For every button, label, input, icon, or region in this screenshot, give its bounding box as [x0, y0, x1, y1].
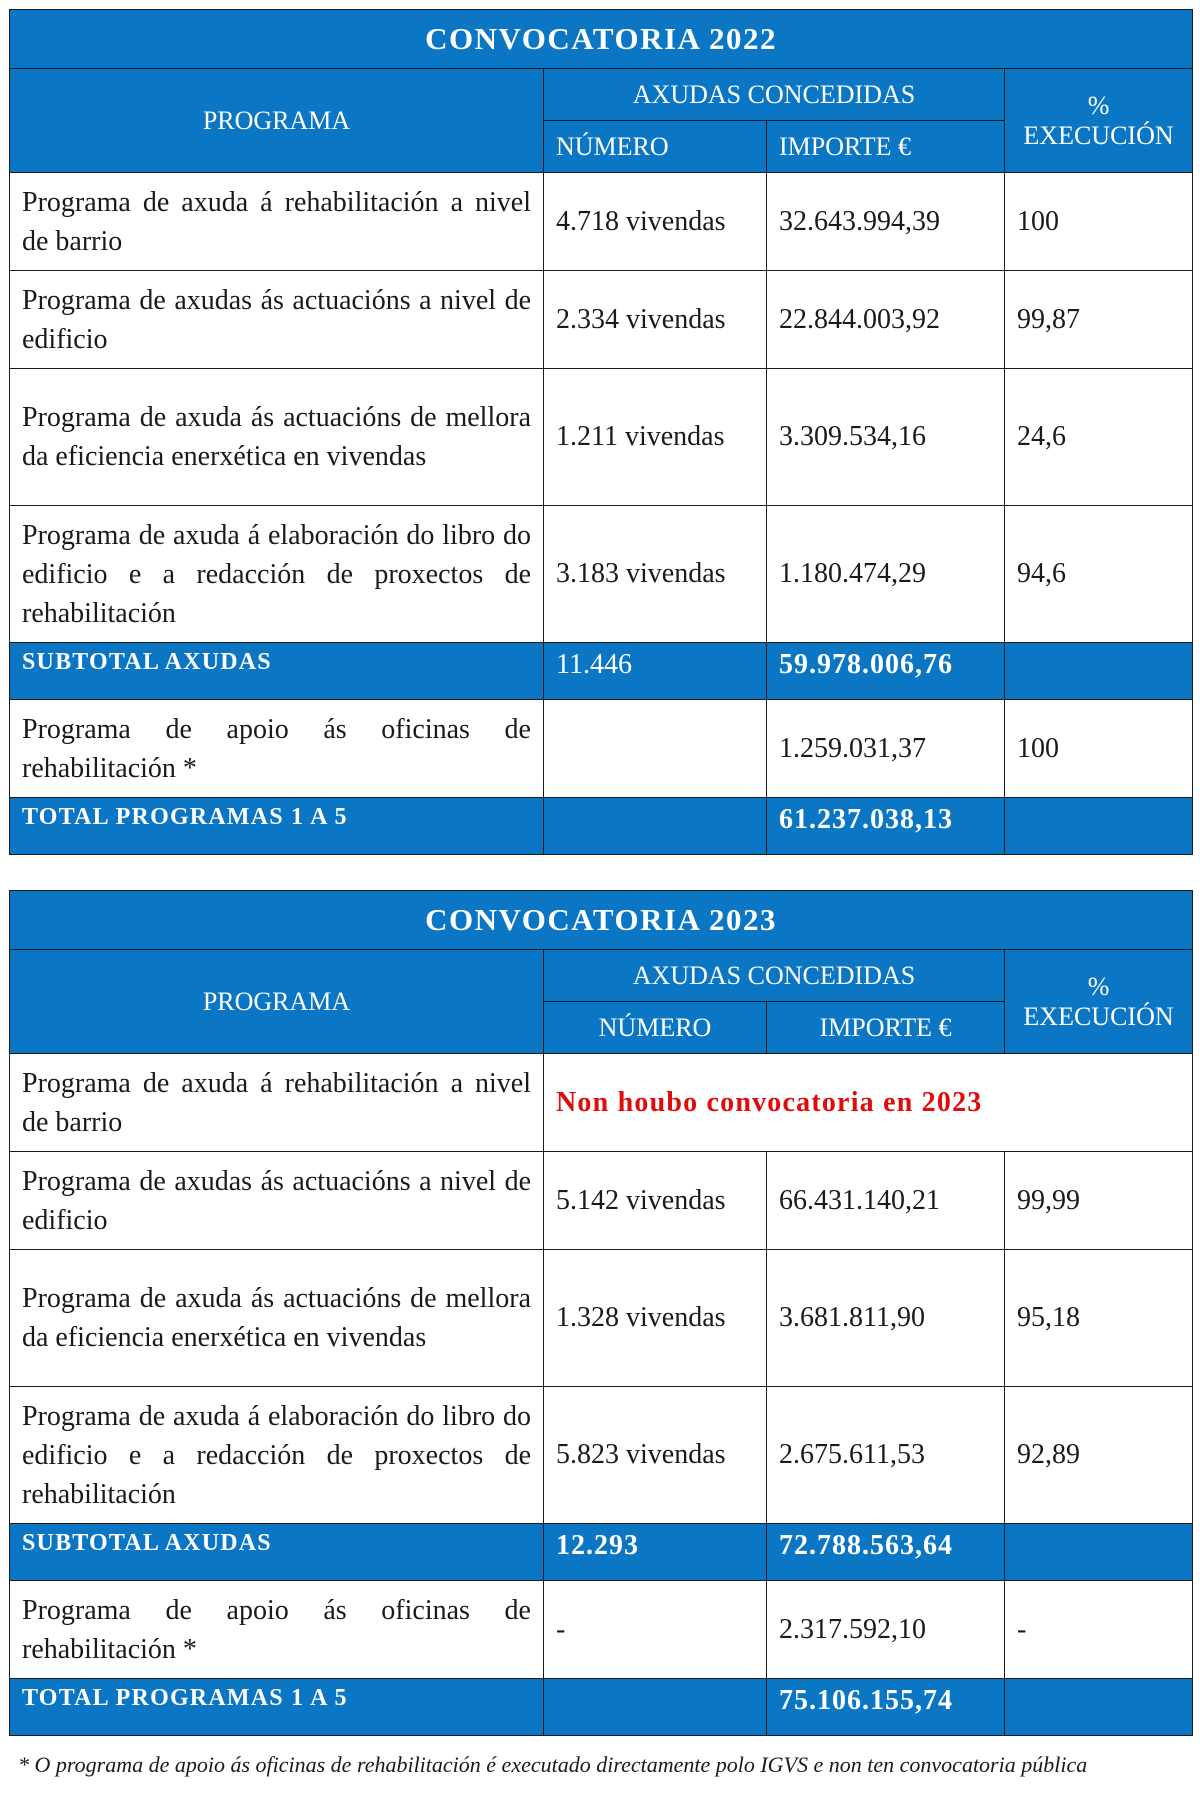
- header-numero: NÚMERO: [544, 1002, 767, 1054]
- subtotal-row: [10, 643, 1193, 700]
- total-numero: [544, 1679, 767, 1736]
- total-importe: 61.237.038,13: [767, 798, 1005, 855]
- row-programa: Programa de axudas ás actuacións a nivel de edificio: [10, 1152, 544, 1250]
- table-row: [10, 271, 1193, 369]
- row-programa: Programa de axuda á elaboración do libro do edificio e a redacción de proxectos de rehabilitación: [10, 1387, 544, 1524]
- row-execucion: 100: [1005, 700, 1193, 798]
- row-numero: 5.142 vivendas: [544, 1152, 767, 1250]
- row-numero: -: [544, 1581, 767, 1679]
- table-row: [10, 173, 1193, 271]
- row-programa: Programa de axuda á rehabilitación a nivel de barrio: [10, 173, 544, 271]
- subtotal-execucion: [1005, 643, 1193, 700]
- header-execucion-label: EXECUCIÓN: [1023, 120, 1174, 150]
- subtotal-label: SUBTOTAL AXUDAS: [10, 643, 544, 700]
- footnote: * O programa de apoio ás oficinas de rehabilitación é executado directamente polo IGVS e non ten convocatoria pública: [18, 1752, 1088, 1777]
- table-row: [10, 1387, 1193, 1524]
- table-title: CONVOCATORIA 2023: [10, 891, 1193, 950]
- row-execucion: 94,6: [1005, 506, 1193, 643]
- row-numero: 3.183 vivendas: [544, 506, 767, 643]
- header-programa: PROGRAMA: [10, 69, 544, 173]
- row-importe: 22.844.003,92: [767, 271, 1005, 369]
- row-execucion: 24,6: [1005, 369, 1193, 506]
- table-row: [10, 506, 1193, 643]
- table-row: [10, 1152, 1193, 1250]
- subtotal-importe: 59.978.006,76: [767, 643, 1005, 700]
- row-execucion: 100: [1005, 173, 1193, 271]
- row-execucion: 92,89: [1005, 1387, 1193, 1524]
- row-numero: 2.334 vivendas: [544, 271, 767, 369]
- row-numero: 5.823 vivendas: [544, 1387, 767, 1524]
- header-axudas-concedidas: AXUDAS CONCEDIDAS: [544, 950, 1005, 1002]
- total-importe: 75.106.155,74: [767, 1679, 1005, 1736]
- row-programa: Programa de axuda ás actuacións de mellora da eficiencia enerxética en vivendas: [10, 1250, 544, 1387]
- no-convocatoria-note: Non houbo convocatoria en 2023: [544, 1054, 1193, 1152]
- row-execucion: 99,87: [1005, 271, 1193, 369]
- row-programa: Programa de apoio ás oficinas de rehabilitación *: [10, 700, 544, 798]
- subtotal-label: SUBTOTAL AXUDAS: [10, 1524, 544, 1581]
- row-numero: 1.211 vivendas: [544, 369, 767, 506]
- total-execucion: [1005, 798, 1193, 855]
- table-row: [10, 1054, 1193, 1152]
- subtotal-numero: 11.446: [544, 643, 767, 700]
- total-row: [10, 798, 1193, 855]
- oficinas-row: [10, 1581, 1193, 1679]
- total-execucion: [1005, 1679, 1193, 1736]
- row-importe: 32.643.994,39: [767, 173, 1005, 271]
- header-numero: NÚMERO: [544, 121, 767, 173]
- table-convocatoria-2022: [9, 9, 1193, 855]
- header-importe: IMPORTE €: [767, 1002, 1005, 1054]
- row-importe: 3.309.534,16: [767, 369, 1005, 506]
- header-execucion: [1005, 950, 1193, 1054]
- row-numero: 4.718 vivendas: [544, 173, 767, 271]
- row-programa: Programa de apoio ás oficinas de rehabilitación *: [10, 1581, 544, 1679]
- row-programa: Programa de axuda ás actuacións de mellora da eficiencia enerxética en vivendas: [10, 369, 544, 506]
- table-convocatoria-2023: [9, 890, 1193, 1736]
- subtotal-importe: 72.788.563,64: [767, 1524, 1005, 1581]
- header-axudas-concedidas: AXUDAS CONCEDIDAS: [544, 69, 1005, 121]
- row-importe: 3.681.811,90: [767, 1250, 1005, 1387]
- row-numero: [544, 700, 767, 798]
- row-programa: Programa de axuda á elaboración do libro do edificio e a redacción de proxectos de rehabilitación: [10, 506, 544, 643]
- header-pct-symbol: %: [1087, 971, 1110, 1001]
- row-importe: 66.431.140,21: [767, 1152, 1005, 1250]
- total-label: TOTAL PROGRAMAS 1 A 5: [10, 1679, 544, 1736]
- table-title: CONVOCATORIA 2022: [10, 10, 1193, 69]
- row-importe: 2.317.592,10: [767, 1581, 1005, 1679]
- header-execucion: [1005, 69, 1193, 173]
- total-numero: [544, 798, 767, 855]
- table-row: [10, 1250, 1193, 1387]
- total-label: TOTAL PROGRAMAS 1 A 5: [10, 798, 544, 855]
- row-importe: 1.259.031,37: [767, 700, 1005, 798]
- row-importe: 1.180.474,29: [767, 506, 1005, 643]
- total-row: [10, 1679, 1193, 1736]
- row-execucion: 99,99: [1005, 1152, 1193, 1250]
- header-importe: IMPORTE €: [767, 121, 1005, 173]
- subtotal-row: [10, 1524, 1193, 1581]
- subtotal-numero: 12.293: [544, 1524, 767, 1581]
- header-programa: PROGRAMA: [10, 950, 544, 1054]
- row-importe: 2.675.611,53: [767, 1387, 1005, 1524]
- header-execucion-label: EXECUCIÓN: [1023, 1001, 1174, 1031]
- subtotal-execucion: [1005, 1524, 1193, 1581]
- row-programa: Programa de axudas ás actuacións a nivel de edificio: [10, 271, 544, 369]
- row-execucion: 95,18: [1005, 1250, 1193, 1387]
- row-numero: 1.328 vivendas: [544, 1250, 767, 1387]
- row-programa: Programa de axuda á rehabilitación a nivel de barrio: [10, 1054, 544, 1152]
- oficinas-row: [10, 700, 1193, 798]
- table-row: [10, 369, 1193, 506]
- header-pct-symbol: %: [1087, 90, 1110, 120]
- row-execucion: -: [1005, 1581, 1193, 1679]
